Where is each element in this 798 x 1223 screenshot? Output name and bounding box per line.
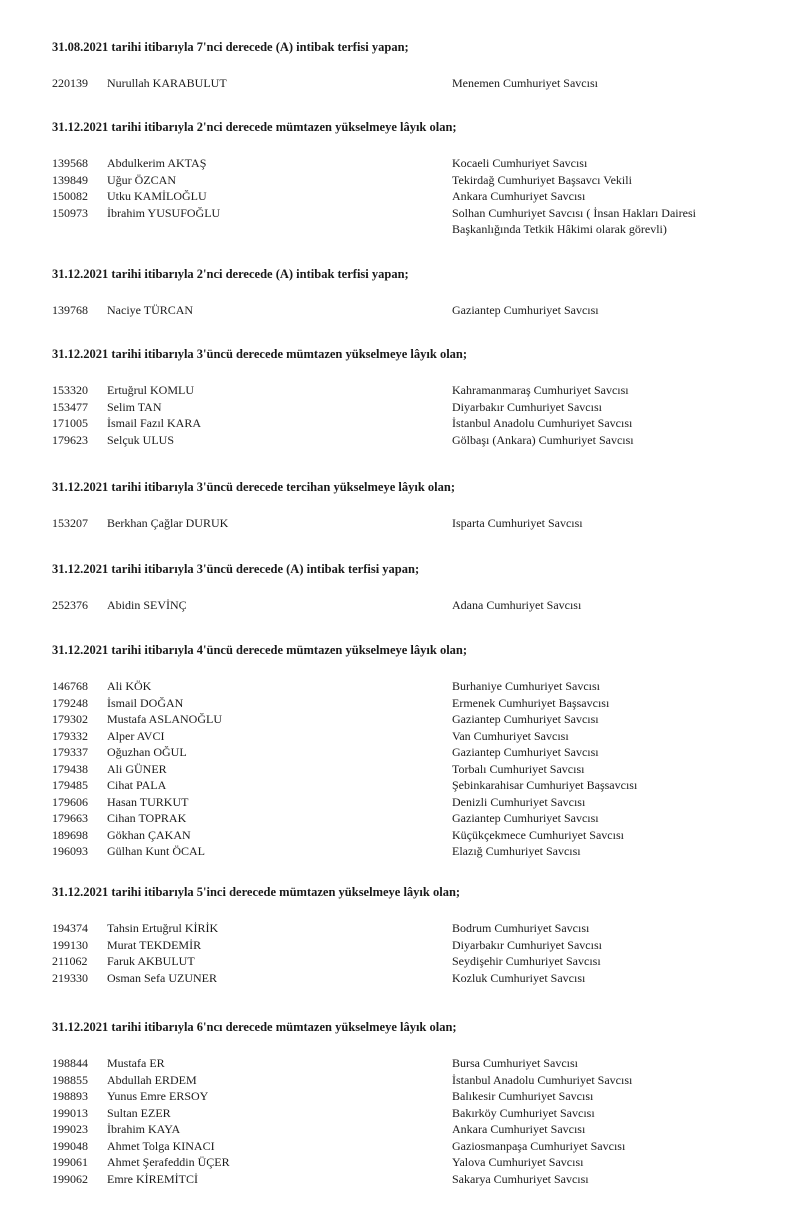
duty-station: Adana Cumhuriyet Savcısı — [452, 598, 582, 612]
list-item — [0, 598, 798, 615]
person-name: Oğuzhan OĞUL — [107, 745, 187, 759]
list-item — [0, 1089, 798, 1106]
duty-station: Sakarya Cumhuriyet Savcısı — [452, 1171, 589, 1186]
person-name: Emre KİREMİTCİ — [107, 1171, 198, 1186]
duty-station: Gaziantep Cumhuriyet Savcısı — [452, 712, 599, 726]
sicil-number: 219330 — [52, 970, 88, 985]
sicil-number: 179248 — [52, 695, 88, 710]
person-name: Cihan TOPRAK — [107, 811, 187, 825]
duty-station: Gaziosmanpaşa Cumhuriyet Savcısı — [452, 1138, 626, 1153]
duty-station: Yalova Cumhuriyet Savcısı — [452, 1155, 584, 1169]
sicil-number: 199062 — [52, 1171, 88, 1186]
duty-station: Şebinkarahisar Cumhuriyet Başsavcısı — [452, 778, 638, 792]
list-item — [0, 1155, 798, 1172]
list-item — [0, 745, 798, 762]
person-name: Abdulkerim AKTAŞ — [107, 156, 207, 170]
list-item — [0, 173, 798, 190]
sicil-number: 179302 — [52, 712, 88, 726]
list-item — [0, 1172, 798, 1189]
person-name: İsmail Fazıl KARA — [107, 416, 201, 430]
sicil-number: 179663 — [52, 811, 88, 825]
sicil-number: 179438 — [52, 761, 88, 776]
duty-station: Denizli Cumhuriyet Savcısı — [452, 794, 586, 809]
sicil-number: 199048 — [52, 1138, 88, 1153]
person-name: Faruk AKBULUT — [107, 954, 195, 968]
sicil-number: 198893 — [52, 1089, 88, 1103]
person-name: Alper AVCI — [107, 728, 165, 743]
person-name: Ali GÜNER — [107, 761, 167, 776]
section-heading: 31.12.2021 tarihi itibarıyla 2'nci derecede mümtazen yükselmeye lâyık olan; — [52, 120, 457, 134]
duty-station: Menemen Cumhuriyet Savcısı — [452, 76, 598, 90]
person-name: Ahmet Tolga KINACI — [107, 1138, 215, 1153]
duty-station: Ankara Cumhuriyet Savcısı — [452, 1122, 586, 1136]
duty-station: Gaziantep Cumhuriyet Savcısı — [452, 745, 599, 759]
person-name: İsmail DOĞAN — [107, 695, 184, 710]
list-item — [0, 762, 798, 779]
person-name: Abdullah ERDEM — [107, 1072, 197, 1087]
list-item — [0, 416, 798, 433]
duty-station: Torbalı Cumhuriyet Savcısı — [452, 761, 585, 776]
duty-station: Küçükçekmece Cumhuriyet Savcısı — [452, 827, 624, 842]
list-item — [0, 811, 798, 828]
duty-station: Bodrum Cumhuriyet Savcısı — [452, 921, 590, 935]
person-name: Mustafa ER — [107, 1056, 165, 1070]
list-item — [0, 433, 798, 450]
person-name: Ali KÖK — [107, 679, 152, 693]
sicil-number: 220139 — [52, 76, 88, 90]
list-item — [0, 954, 798, 971]
section-heading: 31.12.2021 tarihi itibarıyla 2'nci derecede (A) intibak terfisi yapan; — [52, 267, 409, 281]
person-name: Berkhan Çağlar DURUK — [107, 516, 229, 530]
duty-station: Gaziantep Cumhuriyet Savcısı — [452, 303, 599, 317]
sicil-number: 199130 — [52, 937, 88, 952]
list-item — [0, 712, 798, 729]
list-item — [0, 778, 798, 795]
duty-station: Başkanlığında Tetkik Hâkimi olarak görevli) — [452, 222, 667, 236]
sicil-number: 150973 — [52, 205, 88, 220]
duty-station: Kahramanmaraş Cumhuriyet Savcısı — [452, 383, 629, 397]
person-name: Uğur ÖZCAN — [107, 172, 176, 187]
list-item — [0, 1106, 798, 1123]
list-item — [0, 303, 798, 320]
duty-station: Kocaeli Cumhuriyet Savcısı — [452, 156, 588, 170]
duty-station: Seydişehir Cumhuriyet Savcısı — [452, 954, 601, 968]
section-heading: 31.12.2021 tarihi itibarıyla 3'üncü derecede tercihan yükselmeye lâyık olan; — [52, 480, 455, 494]
list-item — [0, 1056, 798, 1073]
sicil-number: 139849 — [52, 172, 88, 187]
person-name: Selim TAN — [107, 399, 162, 414]
duty-station: Isparta Cumhuriyet Savcısı — [452, 516, 583, 530]
duty-station: İstanbul Anadolu Cumhuriyet Savcısı — [452, 416, 633, 430]
person-name: Ahmet Şerafeddin ÜÇER — [107, 1155, 230, 1169]
duty-station: Elazığ Cumhuriyet Savcısı — [452, 844, 581, 858]
section-heading: 31.12.2021 tarihi itibarıyla 6'ncı derecede mümtazen yükselmeye lâyık olan; — [52, 1020, 457, 1034]
sicil-number: 179485 — [52, 778, 88, 792]
sicil-number: 211062 — [52, 954, 88, 968]
list-item — [0, 696, 798, 713]
duty-station: Burhaniye Cumhuriyet Savcısı — [452, 679, 600, 693]
sicil-number: 199023 — [52, 1122, 88, 1136]
sicil-number: 139768 — [52, 303, 88, 317]
person-name: Tahsin Ertuğrul KİRİK — [107, 921, 219, 935]
section-heading: 31.12.2021 tarihi itibarıyla 5'inci derecede mümtazen yükselmeye lâyık olan; — [52, 885, 461, 899]
sicil-number: 146768 — [52, 679, 88, 693]
section-heading: 31.12.2021 tarihi itibarıyla 3'üncü derecede (A) intibak terfisi yapan; — [52, 562, 420, 576]
sicil-number: 199013 — [52, 1105, 88, 1120]
person-name: Hasan TURKUT — [107, 794, 189, 809]
list-item — [0, 383, 798, 400]
person-name: Yunus Emre ERSOY — [107, 1089, 209, 1103]
duty-station: Ankara Cumhuriyet Savcısı — [452, 189, 586, 203]
person-name: Utku KAMİLOĞLU — [107, 189, 207, 203]
sicil-number: 199061 — [52, 1155, 88, 1169]
list-item — [0, 679, 798, 696]
person-name: Nurullah KARABULUT — [107, 76, 227, 90]
sicil-number: 153207 — [52, 516, 88, 530]
list-item — [0, 729, 798, 746]
sicil-number: 179623 — [52, 432, 88, 447]
person-name: Osman Sefa UZUNER — [107, 970, 217, 985]
duty-station: Gaziantep Cumhuriyet Savcısı — [452, 811, 599, 825]
sicil-number: 198855 — [52, 1072, 88, 1087]
sicil-number: 153477 — [52, 399, 88, 414]
sicil-number: 171005 — [52, 416, 88, 430]
person-name: Sultan EZER — [107, 1105, 171, 1120]
sicil-number: 252376 — [52, 598, 88, 612]
list-item — [0, 400, 798, 417]
list-item — [0, 828, 798, 845]
person-name: Selçuk ULUS — [107, 432, 174, 447]
duty-station: Ermenek Cumhuriyet Başsavcısı — [452, 695, 610, 710]
section-heading: 31.12.2021 tarihi itibarıyla 4'üncü derecede mümtazen yükselmeye lâyık olan; — [52, 643, 468, 657]
list-item — [0, 938, 798, 955]
duty-station: Bursa Cumhuriyet Savcısı — [452, 1056, 578, 1070]
sicil-number: 189698 — [52, 827, 88, 842]
person-name: Cihat PALA — [107, 778, 167, 792]
list-item — [0, 795, 798, 812]
sicil-number: 198844 — [52, 1056, 88, 1070]
person-name: Abidin SEVİNÇ — [107, 598, 187, 612]
person-name: Naciye TÜRCAN — [107, 303, 194, 317]
list-item — [0, 206, 798, 223]
person-name: Mustafa ASLANOĞLU — [107, 712, 222, 726]
sicil-number: 153320 — [52, 383, 88, 397]
list-item — [0, 921, 798, 938]
duty-station: Diyarbakır Cumhuriyet Savcısı — [452, 399, 602, 414]
duty-station: Tekirdağ Cumhuriyet Başsavcı Vekili — [452, 172, 632, 187]
duty-station: Balıkesir Cumhuriyet Savcısı — [452, 1089, 594, 1103]
sicil-number: 196093 — [52, 844, 88, 858]
duty-station: İstanbul Anadolu Cumhuriyet Savcısı — [452, 1072, 633, 1087]
list-item — [0, 156, 798, 173]
sicil-number: 179332 — [52, 728, 88, 743]
sicil-number: 194374 — [52, 921, 88, 935]
duty-station: Diyarbakır Cumhuriyet Savcısı — [452, 937, 602, 952]
duty-station: Van Cumhuriyet Savcısı — [452, 728, 569, 743]
list-item — [0, 1073, 798, 1090]
list-item — [0, 844, 798, 861]
list-item — [0, 189, 798, 206]
section-heading: 31.08.2021 tarihi itibarıyla 7'nci derecede (A) intibak terfisi yapan; — [52, 40, 409, 54]
list-item — [0, 516, 798, 533]
duty-station: Bakırköy Cumhuriyet Savcısı — [452, 1105, 595, 1120]
duty-station: Kozluk Cumhuriyet Savcısı — [452, 970, 586, 985]
sicil-number: 150082 — [52, 189, 88, 203]
person-name: Murat TEKDEMİR — [107, 937, 202, 952]
person-name: Gökhan ÇAKAN — [107, 827, 191, 842]
sicil-number: 179606 — [52, 794, 88, 809]
section-heading: 31.12.2021 tarihi itibarıyla 3'üncü derecede mümtazen yükselmeye lâyık olan; — [52, 347, 468, 361]
list-item — [0, 76, 798, 93]
person-name: Gülhan Kunt ÖCAL — [107, 844, 205, 858]
sicil-number: 139568 — [52, 156, 88, 170]
duty-station: Gölbaşı (Ankara) Cumhuriyet Savcısı — [452, 432, 634, 447]
list-item — [0, 1139, 798, 1156]
sicil-number: 179337 — [52, 745, 88, 759]
duty-station: Solhan Cumhuriyet Savcısı ( İnsan Hakları Dairesi — [452, 205, 696, 220]
list-item — [0, 971, 798, 988]
person-name: İbrahim YUSUFOĞLU — [107, 205, 221, 220]
list-item — [0, 222, 798, 239]
person-name: İbrahim KAYA — [107, 1122, 181, 1136]
person-name: Ertuğrul KOMLU — [107, 383, 194, 397]
list-item — [0, 1122, 798, 1139]
